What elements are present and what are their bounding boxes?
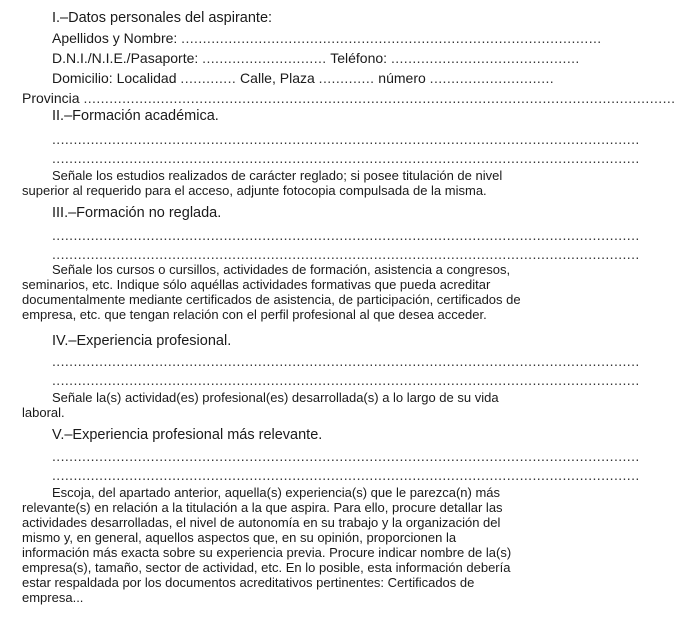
- section-4-instructions: Señale la(s) actividad(es) profesional(es) desarrollada(s) a lo largo de su vida laboral.: [22, 390, 499, 420]
- academic-input-line-1[interactable]: .........................................................................................................................................: [52, 131, 640, 147]
- province-label: Provincia: [22, 90, 84, 106]
- number-input-line[interactable]: .............................: [429, 70, 555, 86]
- academic-input-line-2[interactable]: .........................................................................................................................................: [52, 150, 640, 166]
- locality-input-line[interactable]: .............: [180, 70, 237, 86]
- section-4-title: IV.–Experiencia profesional.: [52, 333, 232, 349]
- non-formal-input-line-2[interactable]: .........................................................................................................................................: [52, 246, 640, 262]
- section-2-instructions: Señale los estudios realizados de carácter reglado; si posee titulación de nivel superior al requerido para el acceso, adjunte fotocopia compulsada de la misma.: [22, 168, 503, 198]
- id-document-label: D.N.I./N.I.E./Pasaporte:: [52, 50, 203, 66]
- relevant-experience-input-line-2[interactable]: .........................................................................................................................................: [52, 467, 640, 483]
- section-5-title: V.–Experiencia profesional más relevante.: [52, 427, 323, 443]
- experience-input-line-2[interactable]: .........................................................................................................................................: [52, 372, 640, 388]
- street-input-line[interactable]: .............: [318, 70, 375, 86]
- section-3-title: III.–Formación no reglada.: [52, 205, 222, 221]
- province-input-line[interactable]: ..........................................................................................................................................: [83, 90, 675, 106]
- phone-input-line[interactable]: ............................................: [390, 50, 580, 66]
- section-1-title: I.–Datos personales del aspirante:: [52, 10, 273, 26]
- name-field-row: [52, 30, 602, 47]
- section-3-instructions: Señale los cursos o cursillos, actividades de formación, asistencia a congresos, seminarios, etc. Indique sólo aquéllas actividades formativas que pueda acreditar documentalmente mediante certificados de asistencia, de participación, certificados de empresa, etc. que tengan relación con el perfil profesional al que desea acceder.: [22, 262, 521, 322]
- province-field-row: [22, 90, 675, 107]
- number-label: número: [374, 70, 430, 86]
- relevant-experience-input-line-1[interactable]: .........................................................................................................................................: [52, 448, 640, 464]
- experience-input-line-1[interactable]: .........................................................................................................................................: [52, 353, 640, 369]
- id-phone-field-row: [52, 50, 580, 67]
- phone-label: Teléfono:: [326, 50, 391, 66]
- section-5-instructions: Escoja, del apartado anterior, aquella(s) experiencia(s) que le parezca(n) más relevante(s) en relación a la titulación a la que aspira. Para ello, procure detallar las actividades desarrolladas, el nivel de autonomía en su trabajo y la organización del mismo y, en general, aquellos aspectos que, en su opinión, proporcionen la información más exacta sobre su experiencia previa. Procure indicar nombre de la(s) empresa(s), tamaño, sector de actividad, etc. En lo posible, esta información debería estar respaldada por los documentos acreditativos pertinentes: Certificados de empresa...: [22, 485, 512, 605]
- street-label: Calle, Plaza: [236, 70, 319, 86]
- id-document-input-line[interactable]: .............................: [202, 50, 327, 66]
- name-label: Apellidos y Nombre:: [52, 30, 182, 46]
- section-2-title: II.–Formación académica.: [52, 108, 219, 124]
- address-field-row: [52, 70, 555, 87]
- name-input-line[interactable]: ..................................................................................................: [181, 30, 602, 46]
- locality-label: Domicilio: Localidad: [52, 70, 181, 86]
- non-formal-input-line-1[interactable]: .........................................................................................................................................: [52, 227, 640, 243]
